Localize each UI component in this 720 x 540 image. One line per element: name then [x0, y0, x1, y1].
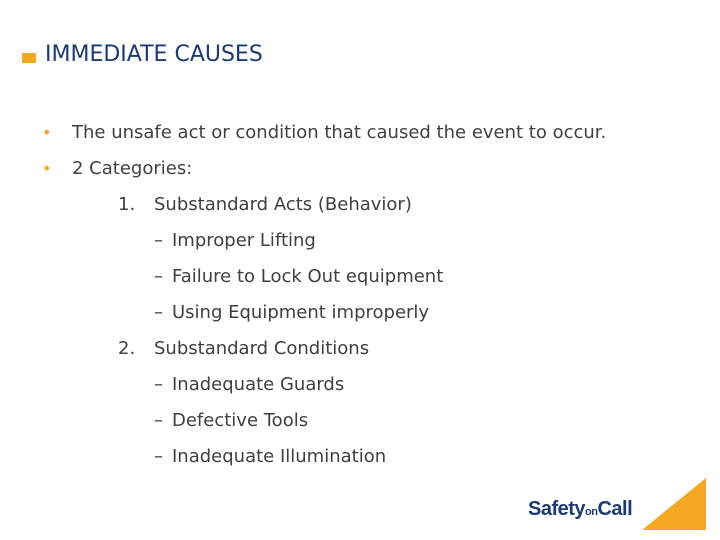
bullet-text: 2 Categories:	[72, 158, 193, 179]
dash-icon: –	[154, 410, 163, 431]
item-text: Inadequate Guards	[172, 374, 345, 395]
logo-part-on: on	[585, 506, 598, 518]
category-1	[118, 194, 412, 215]
category-number: 2.	[118, 338, 136, 359]
title-bullet-icon	[22, 53, 36, 63]
dash-icon: –	[154, 374, 163, 395]
bullet-text: The unsafe act or condition that caused the event to occur.	[72, 122, 607, 143]
category-1-item-3	[154, 302, 429, 323]
category-2	[118, 338, 369, 359]
dash-icon: –	[154, 266, 163, 287]
category-2-item-2	[154, 410, 308, 431]
category-label: Substandard Conditions	[154, 338, 370, 359]
category-label: Substandard Acts (Behavior)	[154, 194, 412, 215]
title-row	[22, 42, 263, 67]
item-text: Failure to Lock Out equipment	[172, 266, 444, 287]
item-text: Inadequate Illumination	[172, 446, 387, 467]
corner-triangle-icon	[642, 478, 706, 530]
safety-on-call-logo	[528, 498, 632, 521]
bullet-2	[42, 158, 192, 179]
dash-icon: –	[154, 302, 163, 323]
category-1-item-2	[154, 266, 443, 287]
item-text: Defective Tools	[172, 410, 309, 431]
category-1-item-1	[154, 230, 316, 251]
page-title: IMMEDIATE CAUSES	[45, 42, 263, 67]
logo-part-call: Call	[597, 498, 633, 520]
dash-icon: –	[154, 446, 163, 467]
item-text: Improper Lifting	[172, 230, 316, 251]
category-2-item-1	[154, 374, 344, 395]
item-text: Using Equipment improperly	[172, 302, 430, 323]
category-2-item-3	[154, 446, 386, 467]
bullet-1	[42, 122, 606, 143]
bullet-dot-icon: •	[42, 123, 52, 142]
dash-icon: –	[154, 230, 163, 251]
logo-part-safety: Safety	[528, 498, 586, 520]
category-number: 1.	[118, 194, 136, 215]
bullet-dot-icon: •	[42, 159, 52, 178]
